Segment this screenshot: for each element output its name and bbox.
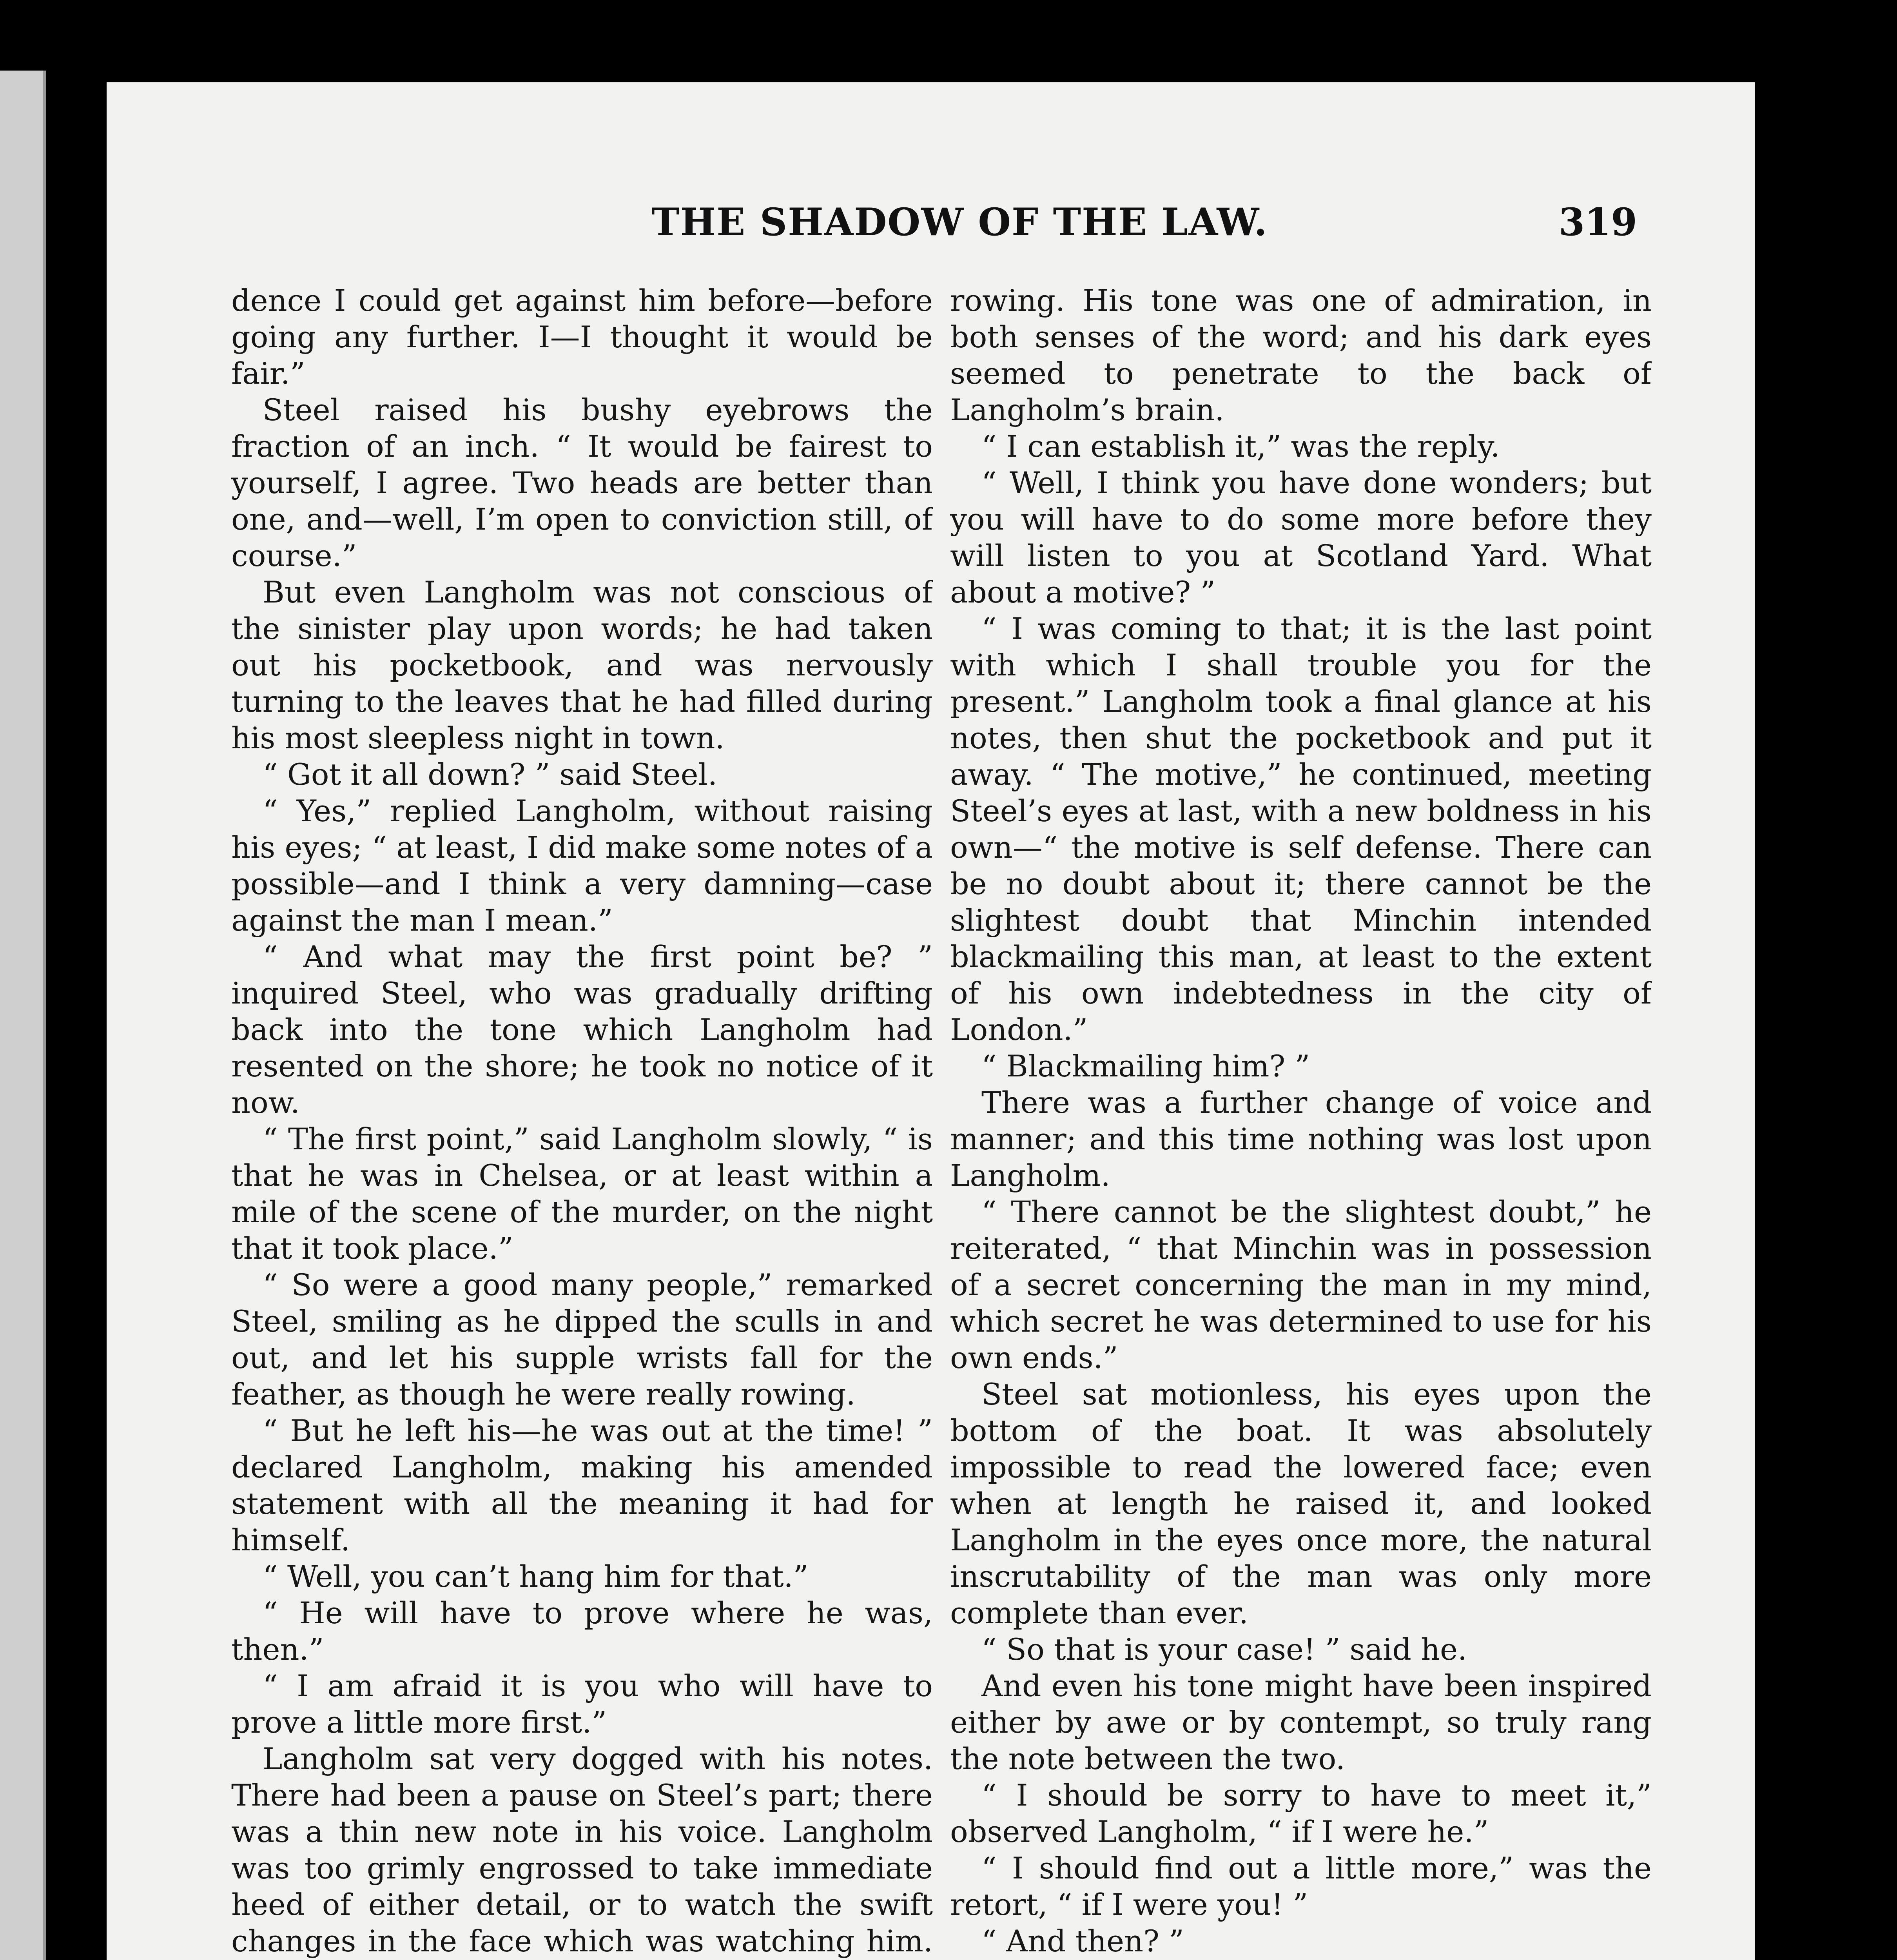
paragraph: “ Well, you can’t hang him for that.” xyxy=(263,1559,809,1594)
paragraph: rowing. His tone was one of admiration, in both senses of the word; and his dark eyes seemed to penetrate to the back of Langholm’s brain. xyxy=(950,283,1652,427)
paragraph: dence I could get against him before—before going any further. I—I thought it would be fair.” xyxy=(231,283,933,391)
paragraph: Steel raised his bushy eyebrows the fraction of an inch. “ It would be fairest to yourself, I agree. Two heads are better than one, and—well, I’m open to conviction still, of course.” xyxy=(231,392,933,573)
paragraph: “ There cannot be the slightest doubt,” he reiterated, “ that Minchin was in possession of a secret concerning the man in my mind, which secret he was determined to use for his own ends.” xyxy=(950,1194,1652,1375)
paragraph: “ So were a good many people,” remarked Steel, smiling as he dipped the sculls in and out, and let his supple wrists fall for the feather, as though he were really rowing. xyxy=(231,1267,933,1412)
paragraph: Langholm sat very dogged with his notes. There had been a pause on Steel’s part; there was a thin new note in his voice. Langholm was too grimly engrossed to take immediate heed of either detail, or to watch the swift changes in the face which was watching him. xyxy=(231,1741,933,1958)
paragraph: “ I was coming to that; it is the last point with which I shall trouble you for the present.” Langholm took a final glance at his notes, then shut the pocketbook and put it away. “ The motive,” he continued, meeting Steel’s eyes at last, with a new boldness in his own—“ the motive is self defense. There can be no doubt about it; there cannot be the slightest doubt that Minchin intended blackmailing this man, at least to the extent of his own indebtedness in the city of London.” xyxy=(950,611,1652,1047)
adjacent-page-edge xyxy=(0,71,46,1960)
left-text-column xyxy=(231,282,933,1960)
book-page xyxy=(107,82,1755,1960)
right-text-column xyxy=(950,282,1652,1960)
paragraph: “ The first point,” said Langholm slowly, “ is that he was in Chelsea, or at least within a mile of the scene of the murder, on the night that it took place.” xyxy=(231,1122,933,1266)
paragraph: “ But he left his—he was out at the time! ” declared Langholm, making his amended statement with all the meaning it had for himself. xyxy=(231,1413,933,1557)
paragraph: “ Yes,” replied Langholm, without raising his eyes; “ at least, I did make some notes of a possible—and I think a very damning—case against the man I mean.” xyxy=(231,793,933,938)
paragraph: “ And then? ” xyxy=(981,1924,1184,1958)
paragraph: “ I am afraid it is you who will have to prove a little more first.” xyxy=(231,1668,933,1740)
paragraph: “ Blackmailing him? ” xyxy=(981,1049,1310,1083)
paragraph: “ I should find out a little more,” was the retort, “ if I were you! ” xyxy=(950,1851,1652,1922)
paragraph: “ Got it all down? ” said Steel. xyxy=(263,757,718,792)
paragraph: “ I can establish it,” was the reply. xyxy=(981,429,1500,464)
page-number: 319 xyxy=(1558,200,1637,244)
paragraph: “ And what may the first point be? ” inquired Steel, who was gradually drifting back into the tone which Langholm had resented on the shore; he took no notice of it now. xyxy=(231,939,933,1120)
running-title: THE SHADOW OF THE LAW. xyxy=(651,200,1268,244)
paragraph: Steel sat motionless, his eyes upon the bottom of the boat. It was absolutely impossible to read the lowered face; even when at length he raised it, and looked Langholm in the eyes once more, the natural inscrutability of the man was only more complete than ever. xyxy=(950,1377,1652,1630)
paragraph: “ He will have to prove where he was, then.” xyxy=(231,1595,933,1667)
paragraph: “ Well, I think you have done wonders; but you will have to do some more before they will listen to you at Scotland Yard. What about a motive? ” xyxy=(950,465,1652,610)
paragraph: “ I should be sorry to have to meet it,” observed Langholm, “ if I were he.” xyxy=(950,1778,1652,1849)
paragraph: And even his tone might have been inspired either by awe or by contempt, so truly rang the note between the two. xyxy=(950,1668,1652,1776)
paragraph: But even Langholm was not conscious of the sinister play upon words; he had taken out his pocketbook, and was nervously turning to the leaves that he had filled during his most sleepless night in town. xyxy=(231,575,933,755)
page-header xyxy=(107,200,1755,259)
paragraph: There was a further change of voice and manner; and this time nothing was lost upon Langholm. xyxy=(950,1085,1652,1193)
paragraph: “ So that is your case! ” said he. xyxy=(981,1632,1467,1667)
